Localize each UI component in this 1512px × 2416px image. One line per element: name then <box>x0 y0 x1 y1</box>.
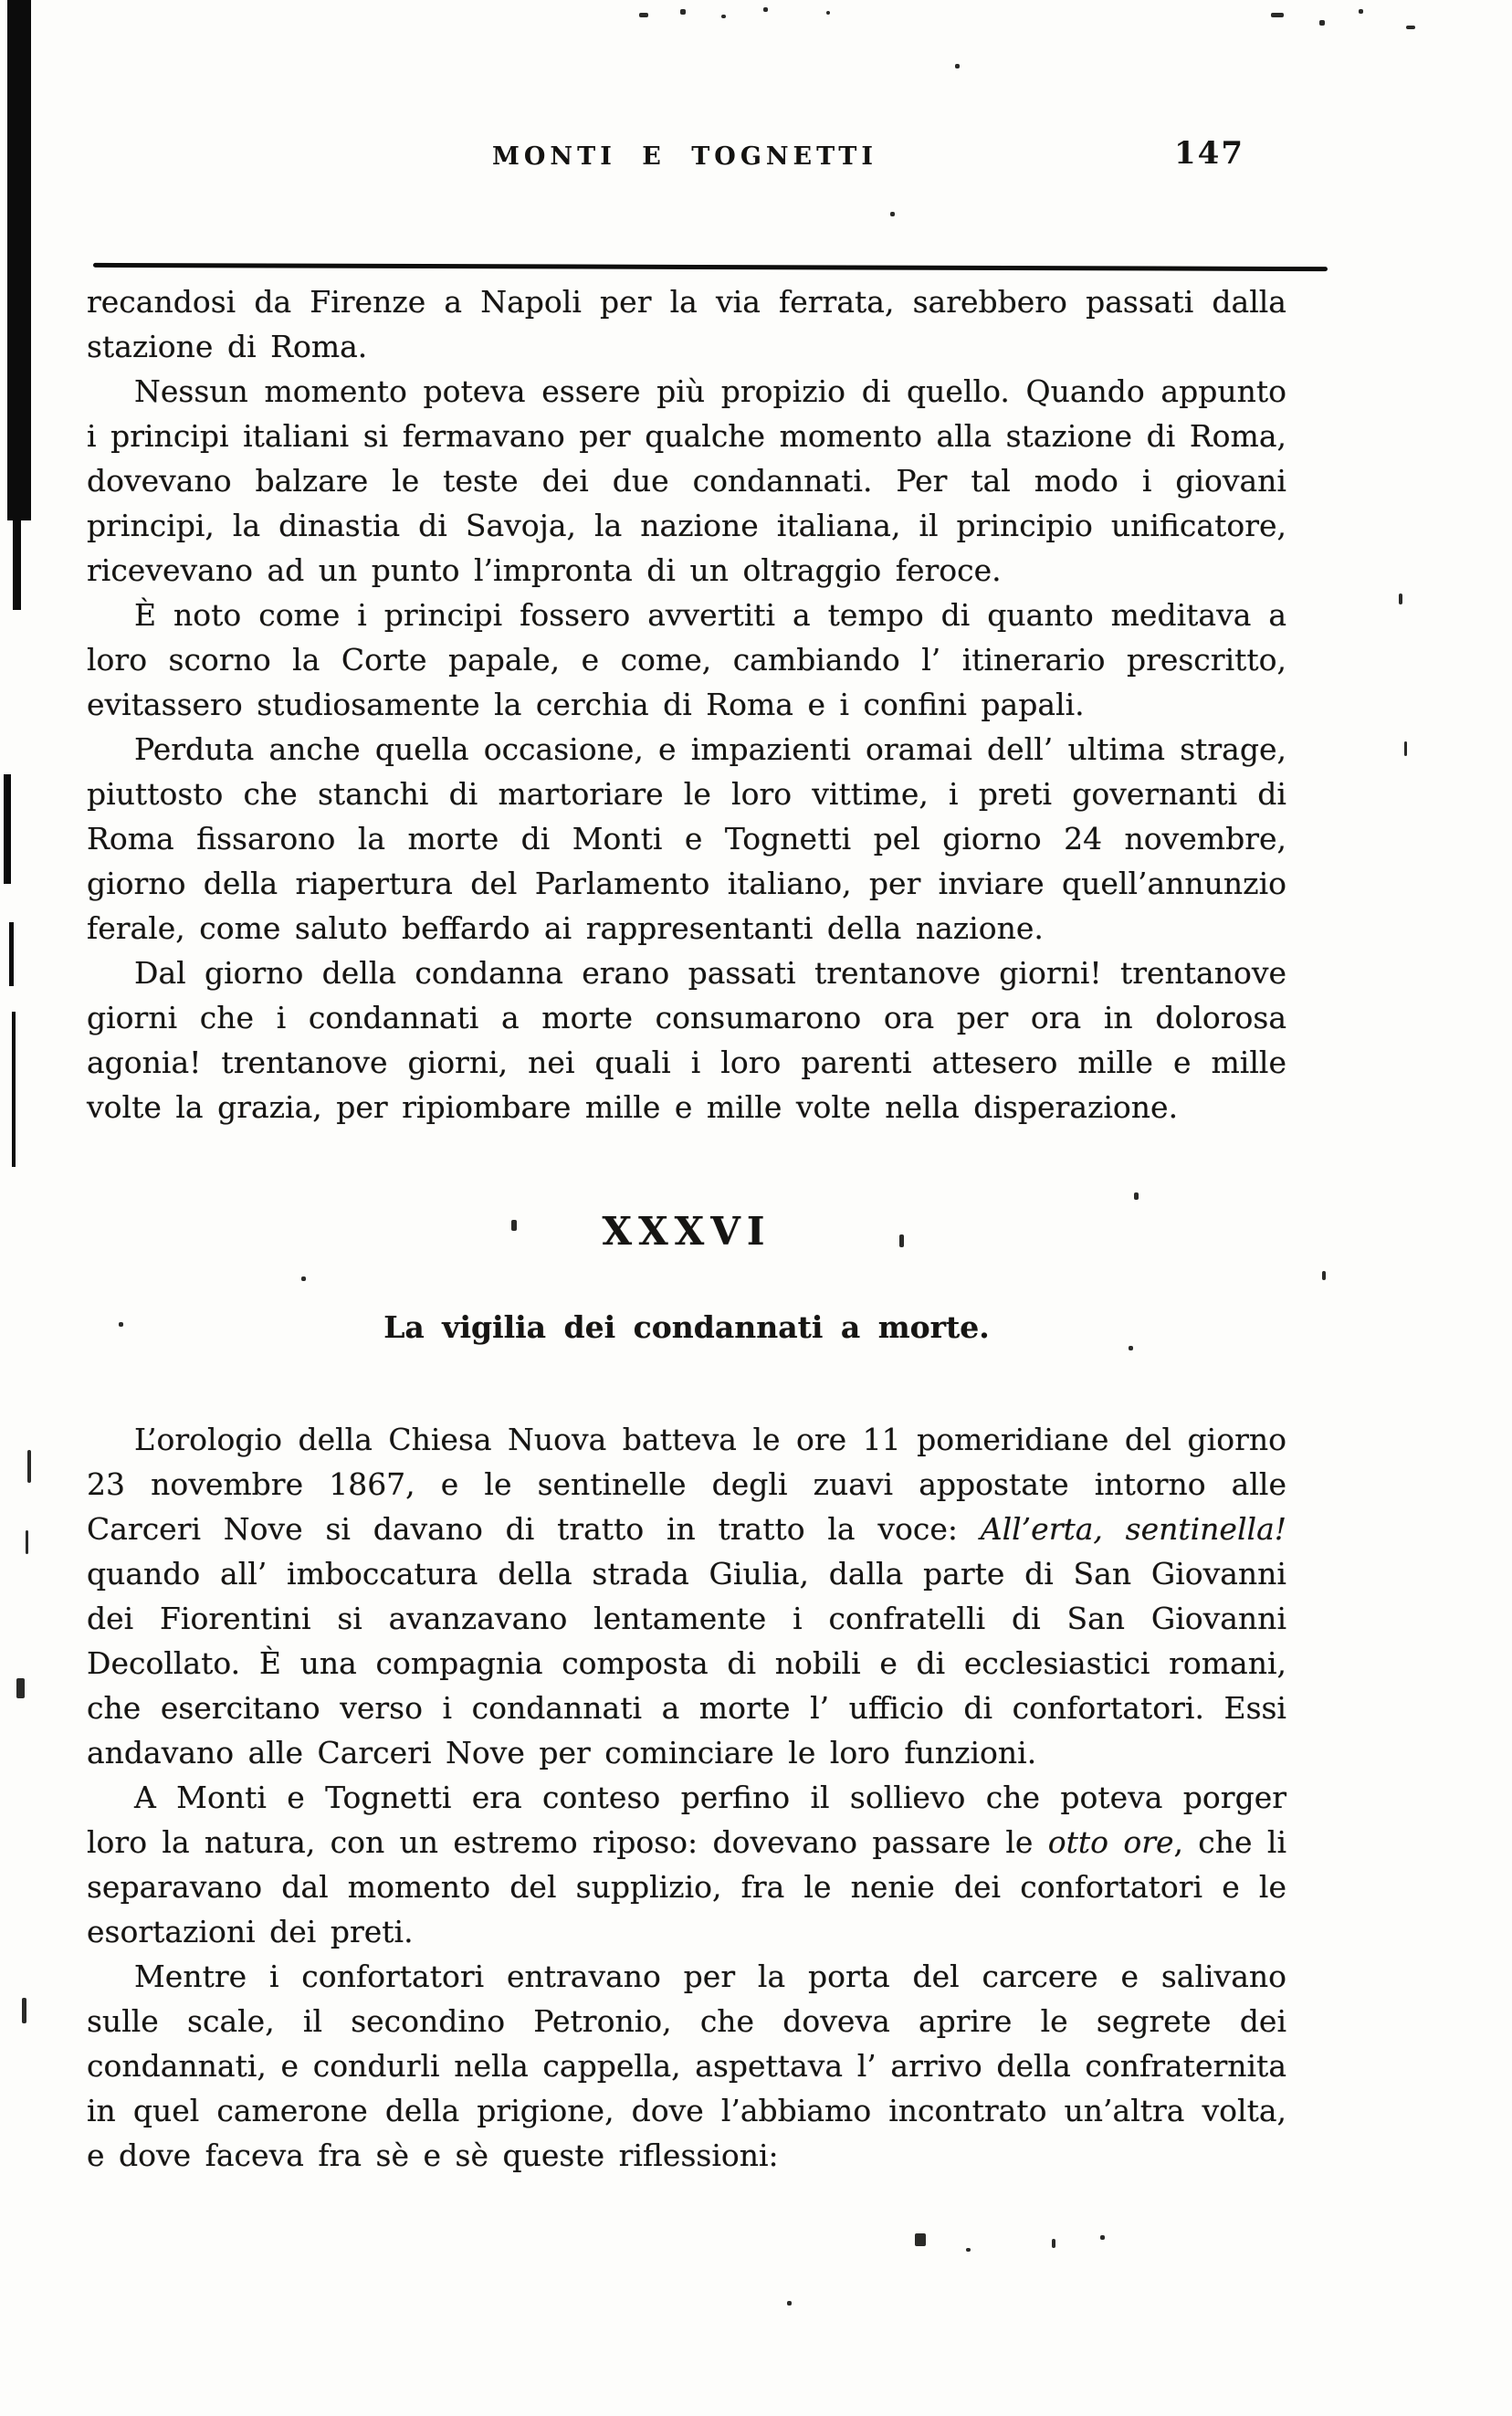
scan-speck <box>915 2233 926 2246</box>
scan-speck <box>763 7 768 12</box>
page-number: 147 <box>1174 135 1244 172</box>
scan-speck <box>955 64 960 68</box>
scan-speck <box>1406 26 1415 29</box>
scan-speck <box>22 1998 26 2023</box>
paragraph-3 <box>87 593 1286 727</box>
scan-speck <box>1359 9 1363 14</box>
header-rule <box>93 263 1328 271</box>
paragraph-2 <box>87 369 1286 593</box>
scan-speck <box>1052 2239 1055 2248</box>
scan-speck <box>1322 1271 1326 1280</box>
chapter-subtitle: La vigilia dei condannati a morte. <box>383 1309 990 1345</box>
scan-speck <box>1399 593 1402 604</box>
scan-speck <box>966 2248 971 2252</box>
scan-speck <box>826 11 830 15</box>
scan-speck <box>1319 20 1325 26</box>
paragraph-7 <box>87 1775 1286 1954</box>
text-segment: Mentre i confortatori entravano per la porta del carcere e salivano sulle scale, il secondino Petronio, che doveva aprire le segrete dei condannati, e condurli nella cappella, aspettava l’ arrivo della confraternita in quel camerone della prigione, dove l’abbiamo incontrato un’altra volta, e dove faceva fra sè e sè queste riflessioni: <box>87 1959 1286 2173</box>
paragraph-1 <box>87 279 1286 369</box>
paragraph-4 <box>87 727 1286 951</box>
scan-binding-bar <box>12 1012 16 1167</box>
scan-speck <box>787 2301 792 2306</box>
scan-speck <box>721 15 726 18</box>
paragraph-8 <box>87 1954 1286 2178</box>
text-segment: Perduta anche quella occasione, e impazienti oramai dell’ ultima strage, piuttosto che stanchi di martoriare le loro vittime, i preti governanti di Roma fissarono la morte di Monti e Tognetti pel giorno 24 novembre, giorno della riapertura del Parlamento italiano, per inviare quell’annunzio ferale, come saluto beffardo ai rappresentanti della nazione. <box>87 731 1286 946</box>
text-segment: , che li separavano dal momento del supplizio, fra le nenie dei confortatori e le esortazioni dei preti. <box>87 1824 1287 1949</box>
scan-speck <box>639 13 648 17</box>
scan-speck <box>1271 13 1284 17</box>
italic-phrase: otto ore <box>1047 1824 1174 1860</box>
page-body <box>87 279 1286 2178</box>
scan-speck <box>1404 741 1407 756</box>
scan-binding-bar <box>4 774 11 884</box>
scan-binding-bar <box>7 0 31 520</box>
chapter-heading <box>87 1204 1286 1350</box>
text-segment: È noto come i principi fossero avvertiti a tempo di quanto meditava a loro scorno la Corte papale, e come, cambiando l’ itinerario prescritto, evitassero studiosamente la cerchia di Roma e i confini papali. <box>87 597 1286 722</box>
text-segment: Nessun momento poteva essere più propizio di quello. Quando appunto i principi italiani si fermavano per qualche momento alla stazione di Roma, dovevano balzare le teste dei due condannati. Per tal modo i giovani principi, la dinastia di Savoja, la nazione italiana, il principio unificatore, ricevevano ad un punto l’impronta di un oltraggio feroce. <box>87 373 1286 588</box>
text-segment: recandosi da Firenze a Napoli per la via ferrata, sarebbero passati dalla stazione di Roma. <box>87 284 1286 364</box>
scan-binding-bar <box>9 922 14 986</box>
text-segment: Dal giorno della condanna erano passati trentanove giorni! trentanove giorni che i condannati a morte consumarono ora per ora in dolorosa agonia! trentanove giorni, nei quali i loro parenti attesero mille e mille volte la grazia, per ripiombare mille e mille volte nella disperazione. <box>87 955 1286 1125</box>
chapter-number: XXXVI <box>602 1209 772 1254</box>
running-title: MONTI E TOGNETTI <box>492 142 877 171</box>
text-segment: L’orologio della Chiesa Nuova batteva le ore 11 pomeridiane del giorno 23 novembre 1867, e le sentinelle degli zuavi appostate intorno alle Carceri Nove si davano di tratto in tratto la voce: <box>87 1422 1286 1547</box>
text-segment: quando all’ imboccatura della strada Giulia, dalla parte di San Giovanni dei Fiorentini si avanzavano lentamente i confratelli di San Giovanni Decollato. È una compagnia composta di nobili e di ecclesiastici romani, che esercitano verso i condannati a morte l’ ufficio di confortatori. Essi andavano alle Carceri Nove per cominciare le loro funzioni. <box>87 1556 1286 1770</box>
scan-speck <box>27 1450 31 1483</box>
scan-speck <box>1100 2235 1105 2240</box>
scan-speck <box>16 1678 25 1698</box>
scan-speck <box>680 9 686 15</box>
text-segment: A Monti e Tognetti era conteso perfino il sollievo che poteva porger loro la natura, con un estremo riposo: dovevano passare le <box>87 1780 1286 1860</box>
scan-speck <box>890 212 895 216</box>
italic-phrase: All’erta, sentinella! <box>980 1511 1287 1547</box>
scan-binding-bar <box>13 519 21 610</box>
paragraph-6 <box>87 1417 1286 1775</box>
paragraph-5 <box>87 951 1286 1129</box>
scan-speck <box>26 1530 28 1554</box>
